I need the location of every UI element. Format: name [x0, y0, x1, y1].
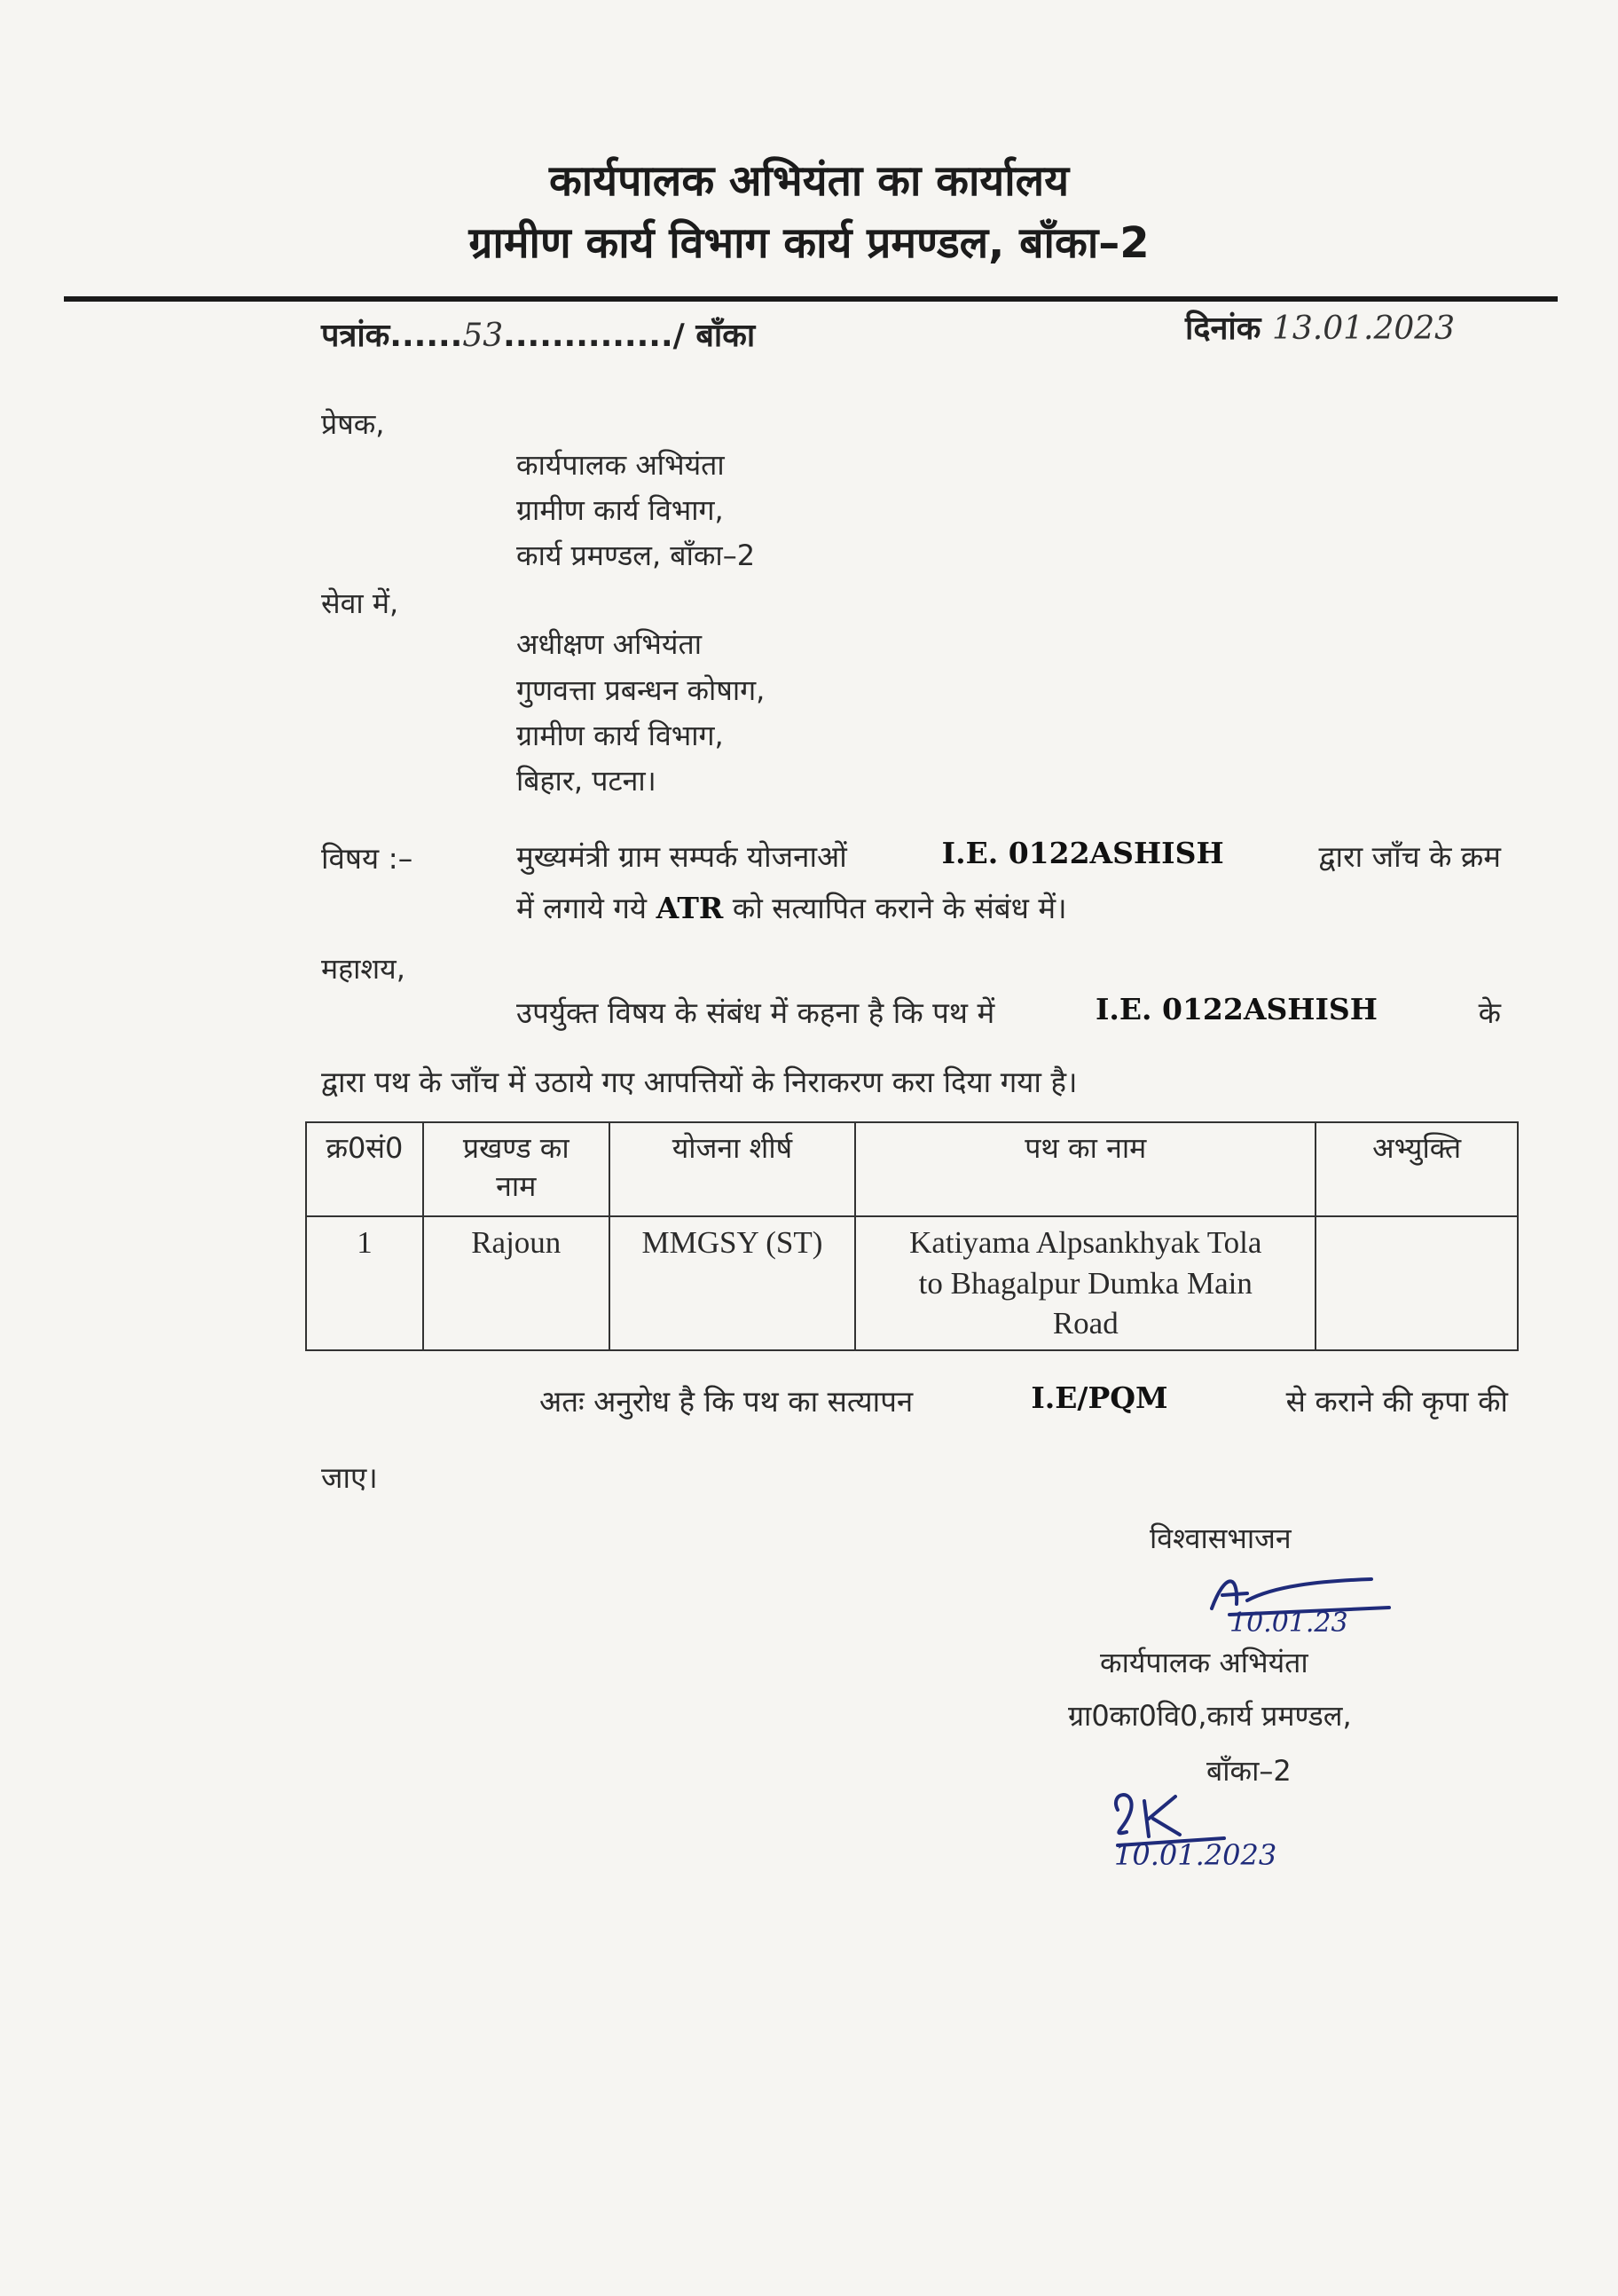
- header-scheme: योजना शीर्ष: [609, 1122, 856, 1216]
- ref-number: 53: [462, 318, 504, 354]
- cell-scheme: MMGSY (ST): [609, 1216, 856, 1350]
- table-row: [306, 1216, 1518, 1350]
- recipient-line: गुणवत्ता प्रबन्धन कोषाग,: [516, 673, 766, 707]
- signature-date-1: 10.01.23: [1229, 1608, 1348, 1639]
- paragraph-text: के: [1478, 995, 1501, 1030]
- request-pqm: I.E/PQM: [1031, 1380, 1168, 1415]
- recipient-label: सेवा में,: [321, 586, 399, 620]
- cell-remark: [1316, 1216, 1518, 1350]
- road-line: Road: [1052, 1306, 1119, 1341]
- signature-date-2: 10.01.2023: [1114, 1838, 1277, 1872]
- road-line: Katiyama Alpsankhyak Tola: [909, 1225, 1262, 1260]
- cell-road: [855, 1216, 1316, 1350]
- cell-sn: 1: [306, 1216, 423, 1350]
- request-line: [539, 1380, 1508, 1420]
- ref-suffix: ............../ बाँका: [503, 318, 756, 354]
- signatory-place: बाँका–2: [1206, 1754, 1292, 1788]
- header-block-line: नाम: [496, 1169, 537, 1203]
- letter-date: [1185, 305, 1455, 349]
- closing-regards: विश्वासभाजन: [1150, 1521, 1292, 1555]
- paragraph-ie-code: I.E. 0122ASHISH: [1095, 992, 1378, 1026]
- reference-number: [321, 312, 755, 356]
- sender-line: कार्य प्रमण्डल, बाँका–2: [516, 539, 756, 572]
- subject-label: विषय :–: [321, 841, 413, 876]
- recipient-line: बिहार, पटना।: [516, 764, 656, 798]
- header-remark: अभ्युक्ति: [1316, 1122, 1518, 1216]
- header-sn: क्र0सं0: [306, 1122, 423, 1216]
- signatory-office: ग्रा0का0वि0,कार्य प्रमण्डल,: [1068, 1699, 1352, 1733]
- signatory-title: कार्यपालक अभियंता: [1100, 1646, 1308, 1679]
- subject-ie-code: I.E. 0122ASHISH: [941, 836, 1224, 870]
- date-value: 13.01.2023: [1271, 311, 1456, 347]
- subject-text: में लगाये गये: [516, 891, 648, 925]
- table-header-row: [306, 1122, 1518, 1216]
- header-road: पथ का नाम: [855, 1122, 1316, 1216]
- subject-text: को सत्यापित कराने के संबंध में।: [732, 891, 1067, 925]
- request-text: से कराने की कृपा की: [1285, 1384, 1508, 1419]
- paragraph-line: [516, 992, 1501, 1032]
- recipient-line: ग्रामीण कार्य विभाग,: [516, 719, 724, 752]
- subject-line: [516, 836, 1501, 876]
- subject-line: [516, 887, 1067, 927]
- paragraph-line: द्वारा पथ के जाँच में उठाये गए आपत्तियों के निराकरण करा दिया गया है।: [321, 1065, 1078, 1099]
- subject-text: मुख्यमंत्री ग्राम सम्पर्क योजनाओं: [516, 839, 847, 874]
- request-text: अतः अनुरोध है कि पथ का सत्यापन: [539, 1384, 914, 1419]
- header-divider: [64, 296, 1558, 302]
- ref-label: पत्रांक......: [321, 318, 463, 354]
- road-line: to Bhagalpur Dumka Main: [918, 1265, 1253, 1301]
- sender-label: प्रेषक,: [321, 407, 385, 441]
- office-title: कार्यपालक अभियंता का कार्यालय: [548, 156, 1070, 206]
- header-block-line: प्रखण्ड का: [462, 1131, 569, 1165]
- cell-block: Rajoun: [423, 1216, 609, 1350]
- subject-atr: ATR: [656, 891, 724, 925]
- header-block: [423, 1122, 609, 1216]
- road-details-table: [305, 1121, 1519, 1351]
- recipient-line: अधीक्षण अभियंता: [516, 627, 702, 661]
- subject-text: द्वारा जाँच के क्रम: [1318, 839, 1501, 874]
- date-label: दिनांक: [1185, 311, 1261, 347]
- sender-line: ग्रामीण कार्य विभाग,: [516, 493, 724, 527]
- request-line: जाए।: [321, 1460, 378, 1495]
- department-title: ग्रामीण कार्य विभाग कार्य प्रमण्डल, बाँका–2: [468, 218, 1150, 268]
- paragraph-text: उपर्युक्त विषय के संबंध में कहना है कि पथ में: [516, 995, 995, 1030]
- sender-line: कार्यपालक अभियंता: [516, 448, 725, 482]
- salutation: महाशय,: [321, 952, 405, 986]
